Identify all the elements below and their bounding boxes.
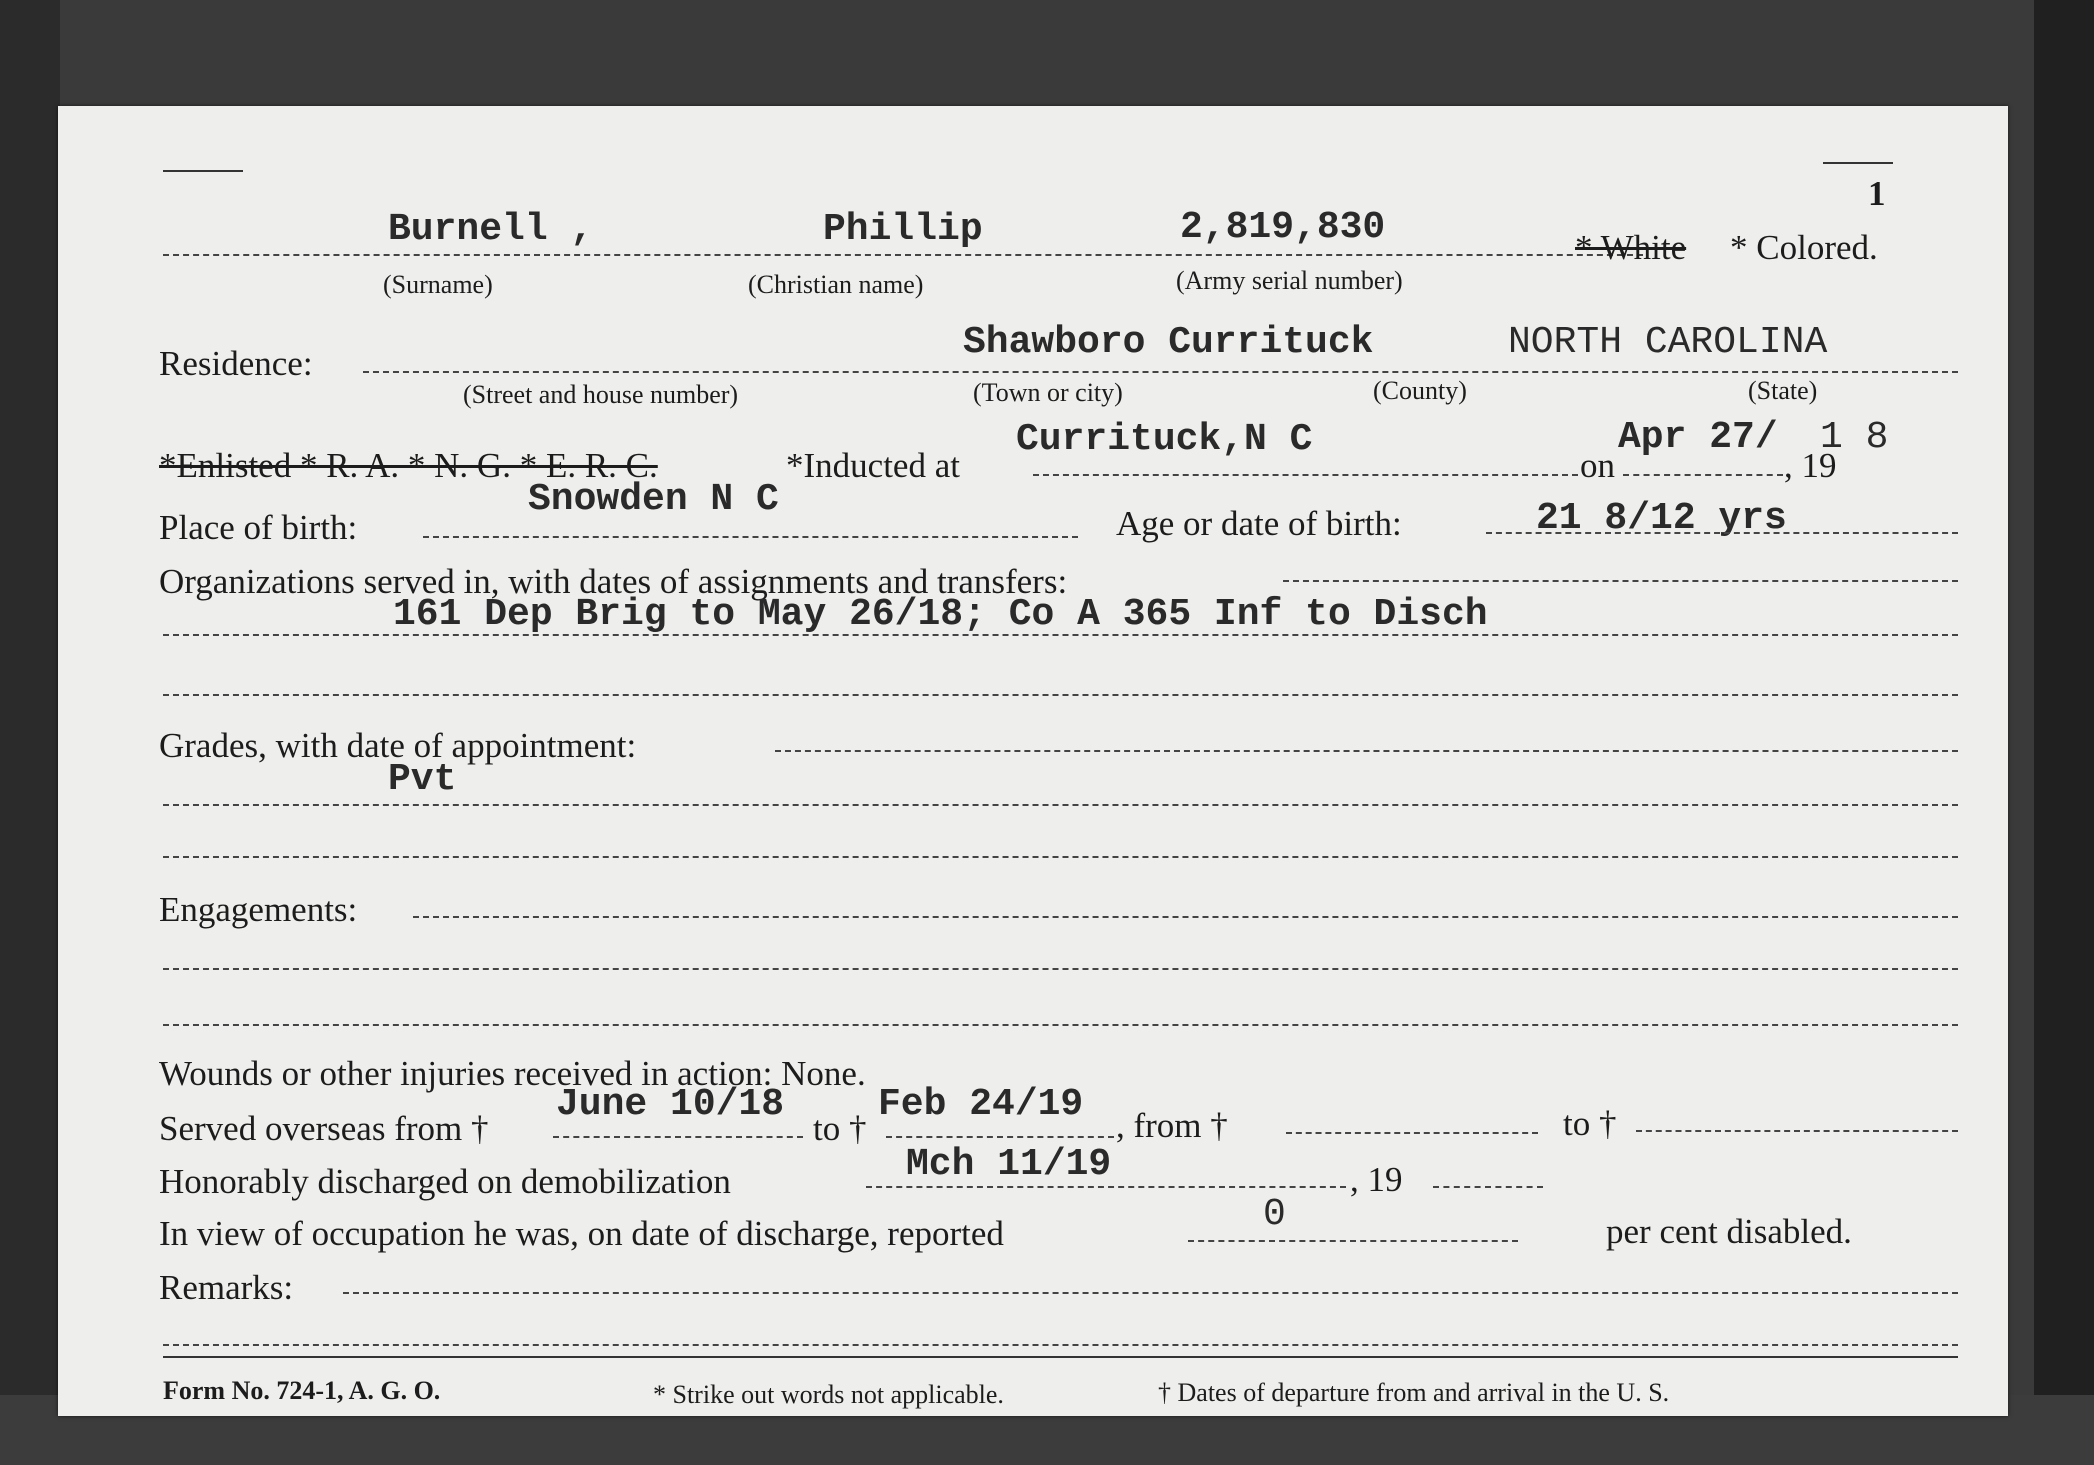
wounds-label: Wounds or other injuries received in action: None. xyxy=(159,1054,866,1093)
inducted-date-value: Apr 27/ xyxy=(1618,416,1778,459)
overseas-from2-label: , from † xyxy=(1116,1106,1228,1145)
organizations-line-1 xyxy=(163,634,1958,636)
age-label: Age or date of birth: xyxy=(1116,504,1402,543)
percent-disabled-value: 0 xyxy=(1263,1193,1286,1236)
street-label: (Street and house number) xyxy=(463,380,739,409)
overseas-from2-line xyxy=(1286,1132,1538,1134)
overseas-to2-line xyxy=(1636,1130,1958,1132)
footer-rule xyxy=(163,1356,1958,1358)
surname-label: (Surname) xyxy=(383,270,493,299)
name-line xyxy=(163,254,1643,256)
on-label: on xyxy=(1580,446,1615,485)
residence-label: Residence: xyxy=(159,344,313,383)
form-number: Form No. 724-1, A. G. O. xyxy=(163,1376,441,1405)
discharged-date-line xyxy=(866,1186,1346,1188)
enlisted-options: *Enlisted * R. A. * N. G. * E. R. C. xyxy=(159,446,658,485)
overseas-from-value: June 10/18 xyxy=(556,1083,785,1126)
grades-line-1 xyxy=(163,804,1958,806)
surname-value: Burnell , xyxy=(388,208,594,251)
engagements-label: Engagements: xyxy=(159,890,358,929)
serial-number-label: (Army serial number) xyxy=(1176,266,1403,295)
discharged-date-value: Mch 11/19 xyxy=(906,1143,1112,1186)
age-line xyxy=(1486,532,1958,534)
organizations-value: 161 Dep Brig to May 26/18; Co A 365 Inf to Disch xyxy=(393,593,1488,636)
residence-town-county-value: Shawboro Currituck xyxy=(963,321,1374,364)
remarks-line-0 xyxy=(343,1292,1958,1294)
organizations-line-2 xyxy=(163,694,1958,696)
engagements-line-1 xyxy=(163,968,1958,970)
card-number: 1 xyxy=(1868,174,1886,213)
percent-disabled-label: per cent disabled. xyxy=(1606,1212,1852,1251)
corner-mark-right xyxy=(1823,162,1893,164)
percent-disabled-line xyxy=(1188,1240,1518,1242)
race-colored: * Colored. xyxy=(1730,228,1878,267)
overseas-label: Served overseas from † xyxy=(159,1109,489,1148)
christian-name-label: (Christian name) xyxy=(748,270,924,299)
residence-line xyxy=(363,371,1958,373)
inducted-date-line xyxy=(1623,474,1783,476)
footer-strike-note: * Strike out words not applicable. xyxy=(653,1380,1004,1409)
organizations-line-0 xyxy=(1283,580,1958,582)
service-record-card xyxy=(58,106,2008,1416)
inducted-at-value: Currituck,N C xyxy=(1016,418,1313,461)
place-of-birth-value: Snowden N C xyxy=(528,478,779,521)
discharged-year-line xyxy=(1433,1186,1543,1188)
serial-number-value: 2,819,830 xyxy=(1180,206,1386,249)
overseas-to2-label: to † xyxy=(1563,1104,1617,1143)
inducted-year-value: 1 8 xyxy=(1820,416,1889,459)
age-value: 21 8/12 yrs xyxy=(1536,497,1787,540)
residence-state-value: NORTH CAROLINA xyxy=(1508,321,1828,364)
grades-line-2 xyxy=(163,856,1958,858)
engagements-line-0 xyxy=(413,916,1958,918)
overseas-from-line xyxy=(553,1136,803,1138)
corner-mark-left xyxy=(163,170,243,172)
inducted-at-line xyxy=(1033,474,1578,476)
grades-line-0 xyxy=(775,750,1958,752)
overseas-to-label: to † xyxy=(813,1109,867,1148)
race-white: * White xyxy=(1575,228,1687,267)
discharged-label: Honorably discharged on demobilization xyxy=(159,1162,731,1201)
state-label: (State) xyxy=(1748,376,1818,405)
christian-name-value: Phillip xyxy=(823,208,983,251)
grades-label: Grades, with date of appointment: xyxy=(159,726,637,765)
overseas-to-line xyxy=(886,1136,1114,1138)
view-occupation-label: In view of occupation he was, on date of discharge, reported xyxy=(159,1214,1004,1253)
inducted-at-label: *Inducted at xyxy=(786,446,960,485)
town-label: (Town or city) xyxy=(973,378,1123,407)
county-label: (County) xyxy=(1373,376,1467,405)
year-19-label-a: , 19 xyxy=(1784,446,1837,485)
overseas-to-value: Feb 24/19 xyxy=(878,1083,1084,1126)
remarks-line-1 xyxy=(163,1344,1958,1346)
left-background xyxy=(0,0,60,1465)
place-of-birth-label: Place of birth: xyxy=(159,508,358,547)
birth-line xyxy=(423,536,1078,538)
footer-dates-note: † Dates of departure from and arrival in the U. S. xyxy=(1158,1378,1670,1407)
engagements-line-2 xyxy=(163,1024,1958,1026)
organizations-label: Organizations served in, with dates of assignments and transfers: xyxy=(159,562,1068,601)
year-19-label-b: , 19 xyxy=(1350,1160,1403,1199)
right-background xyxy=(2034,0,2094,1465)
grade-value: Pvt xyxy=(388,758,457,801)
remarks-label: Remarks: xyxy=(159,1268,294,1307)
